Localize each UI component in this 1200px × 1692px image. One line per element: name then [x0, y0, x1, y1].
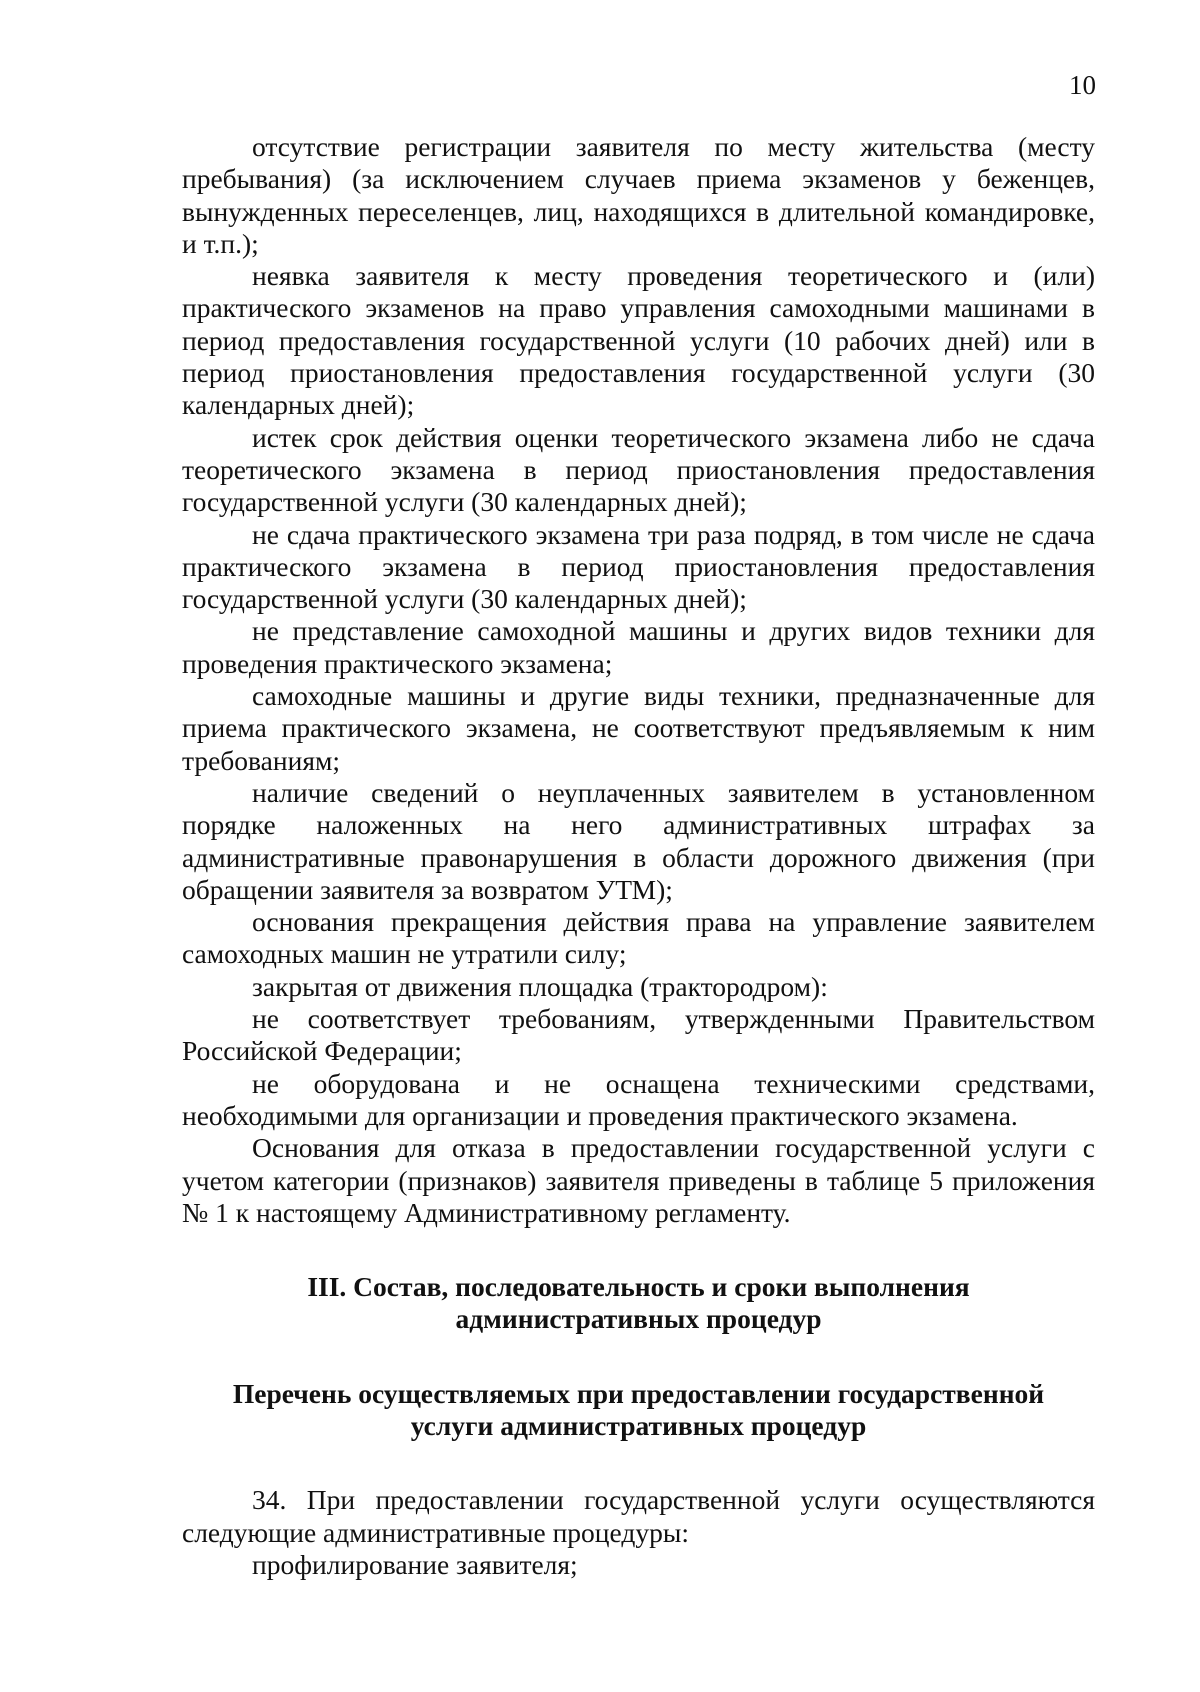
- paragraph-practice-failed: не сдача практического экзамена три раза подряд, в том числе не сдача практического экзамена в период приостановления предоставления государственной услуги (30 календарных дней);: [182, 518, 1095, 615]
- paragraph-unpaid-fines: наличие сведений о неуплаченных заявителем в установленном порядке наложенных на него административных штрафах за административные правонарушения в области дорожного движения (при обращении заявителя за возвратом УТМ);: [182, 776, 1095, 905]
- section-heading-line2: административных процедур: [455, 1303, 822, 1335]
- subsection-heading-line1: Перечень осуществляемых при предоставлении государственной: [232, 1377, 1045, 1409]
- paragraph-rights-termination: основания прекращения действия права на управление заявителем самоходных машин не утратили силу;: [182, 906, 1095, 970]
- paragraph-machine-noncompliant: самоходные машины и другие виды техники, предназначенные для приема практического экзамена, не соответствуют предъявляемым к ним требованиям;: [182, 680, 1095, 776]
- section-heading: [182, 1271, 1095, 1336]
- subsection-heading: [182, 1378, 1095, 1443]
- page-number: 10: [1069, 70, 1096, 100]
- paragraph-site-not-equipped: не оборудована и не оснащена техническими средствами, необходимыми для организации и проведения практического экзамена.: [182, 1067, 1095, 1131]
- paragraph-closed-site: закрытая от движения площадка (трактородром):: [252, 970, 828, 1002]
- paragraph-no-show: неявка заявителя к месту проведения теоретического и (или) практического экзаменов на право управления самоходными машинами в период предоставления государственной услуги (10 рабочих дней) или в период приостановления предоставления государственной услуги (30 календарных дней);: [182, 260, 1095, 421]
- paragraph-no-machine: не представление самоходной машины и других видов техники для проведения практического экзамена;: [182, 615, 1095, 679]
- subsection-heading-line2: услуги административных процедур: [410, 1409, 867, 1441]
- paragraph-34: 34. При предоставлении государственной услуги осуществляются следующие административные процедуры:: [182, 1484, 1095, 1548]
- section-heading-line1: III. Состав, последовательность и сроки выполнения: [307, 1271, 970, 1303]
- document-body: [182, 131, 1095, 1581]
- paragraph-refusal-grounds: Основания для отказа в предоставлении государственной услуги с учетом категории (признаков) заявителя приведены в таблице 5 приложения № 1 к настоящему Административному регламенту.: [182, 1132, 1095, 1228]
- paragraph-site-noncompliant: не соответствует требованиям, утвержденными Правительством Российской Федерации;: [182, 1003, 1095, 1067]
- paragraph-profiling: профилирование заявителя;: [252, 1548, 578, 1580]
- paragraph-no-registration: отсутствие регистрации заявителя по месту жительства (месту пребывания) (за исключением случаев приема экзаменов у беженцев, вынужденных переселенцев, лиц, находящихся в длительной командировке, и т.п.);: [182, 131, 1095, 259]
- paragraph-theory-expired: истек срок действия оценки теоретического экзамена либо не сдача теоретического экзамена в период приостановления предоставления государственной услуги (30 календарных дней);: [182, 421, 1095, 518]
